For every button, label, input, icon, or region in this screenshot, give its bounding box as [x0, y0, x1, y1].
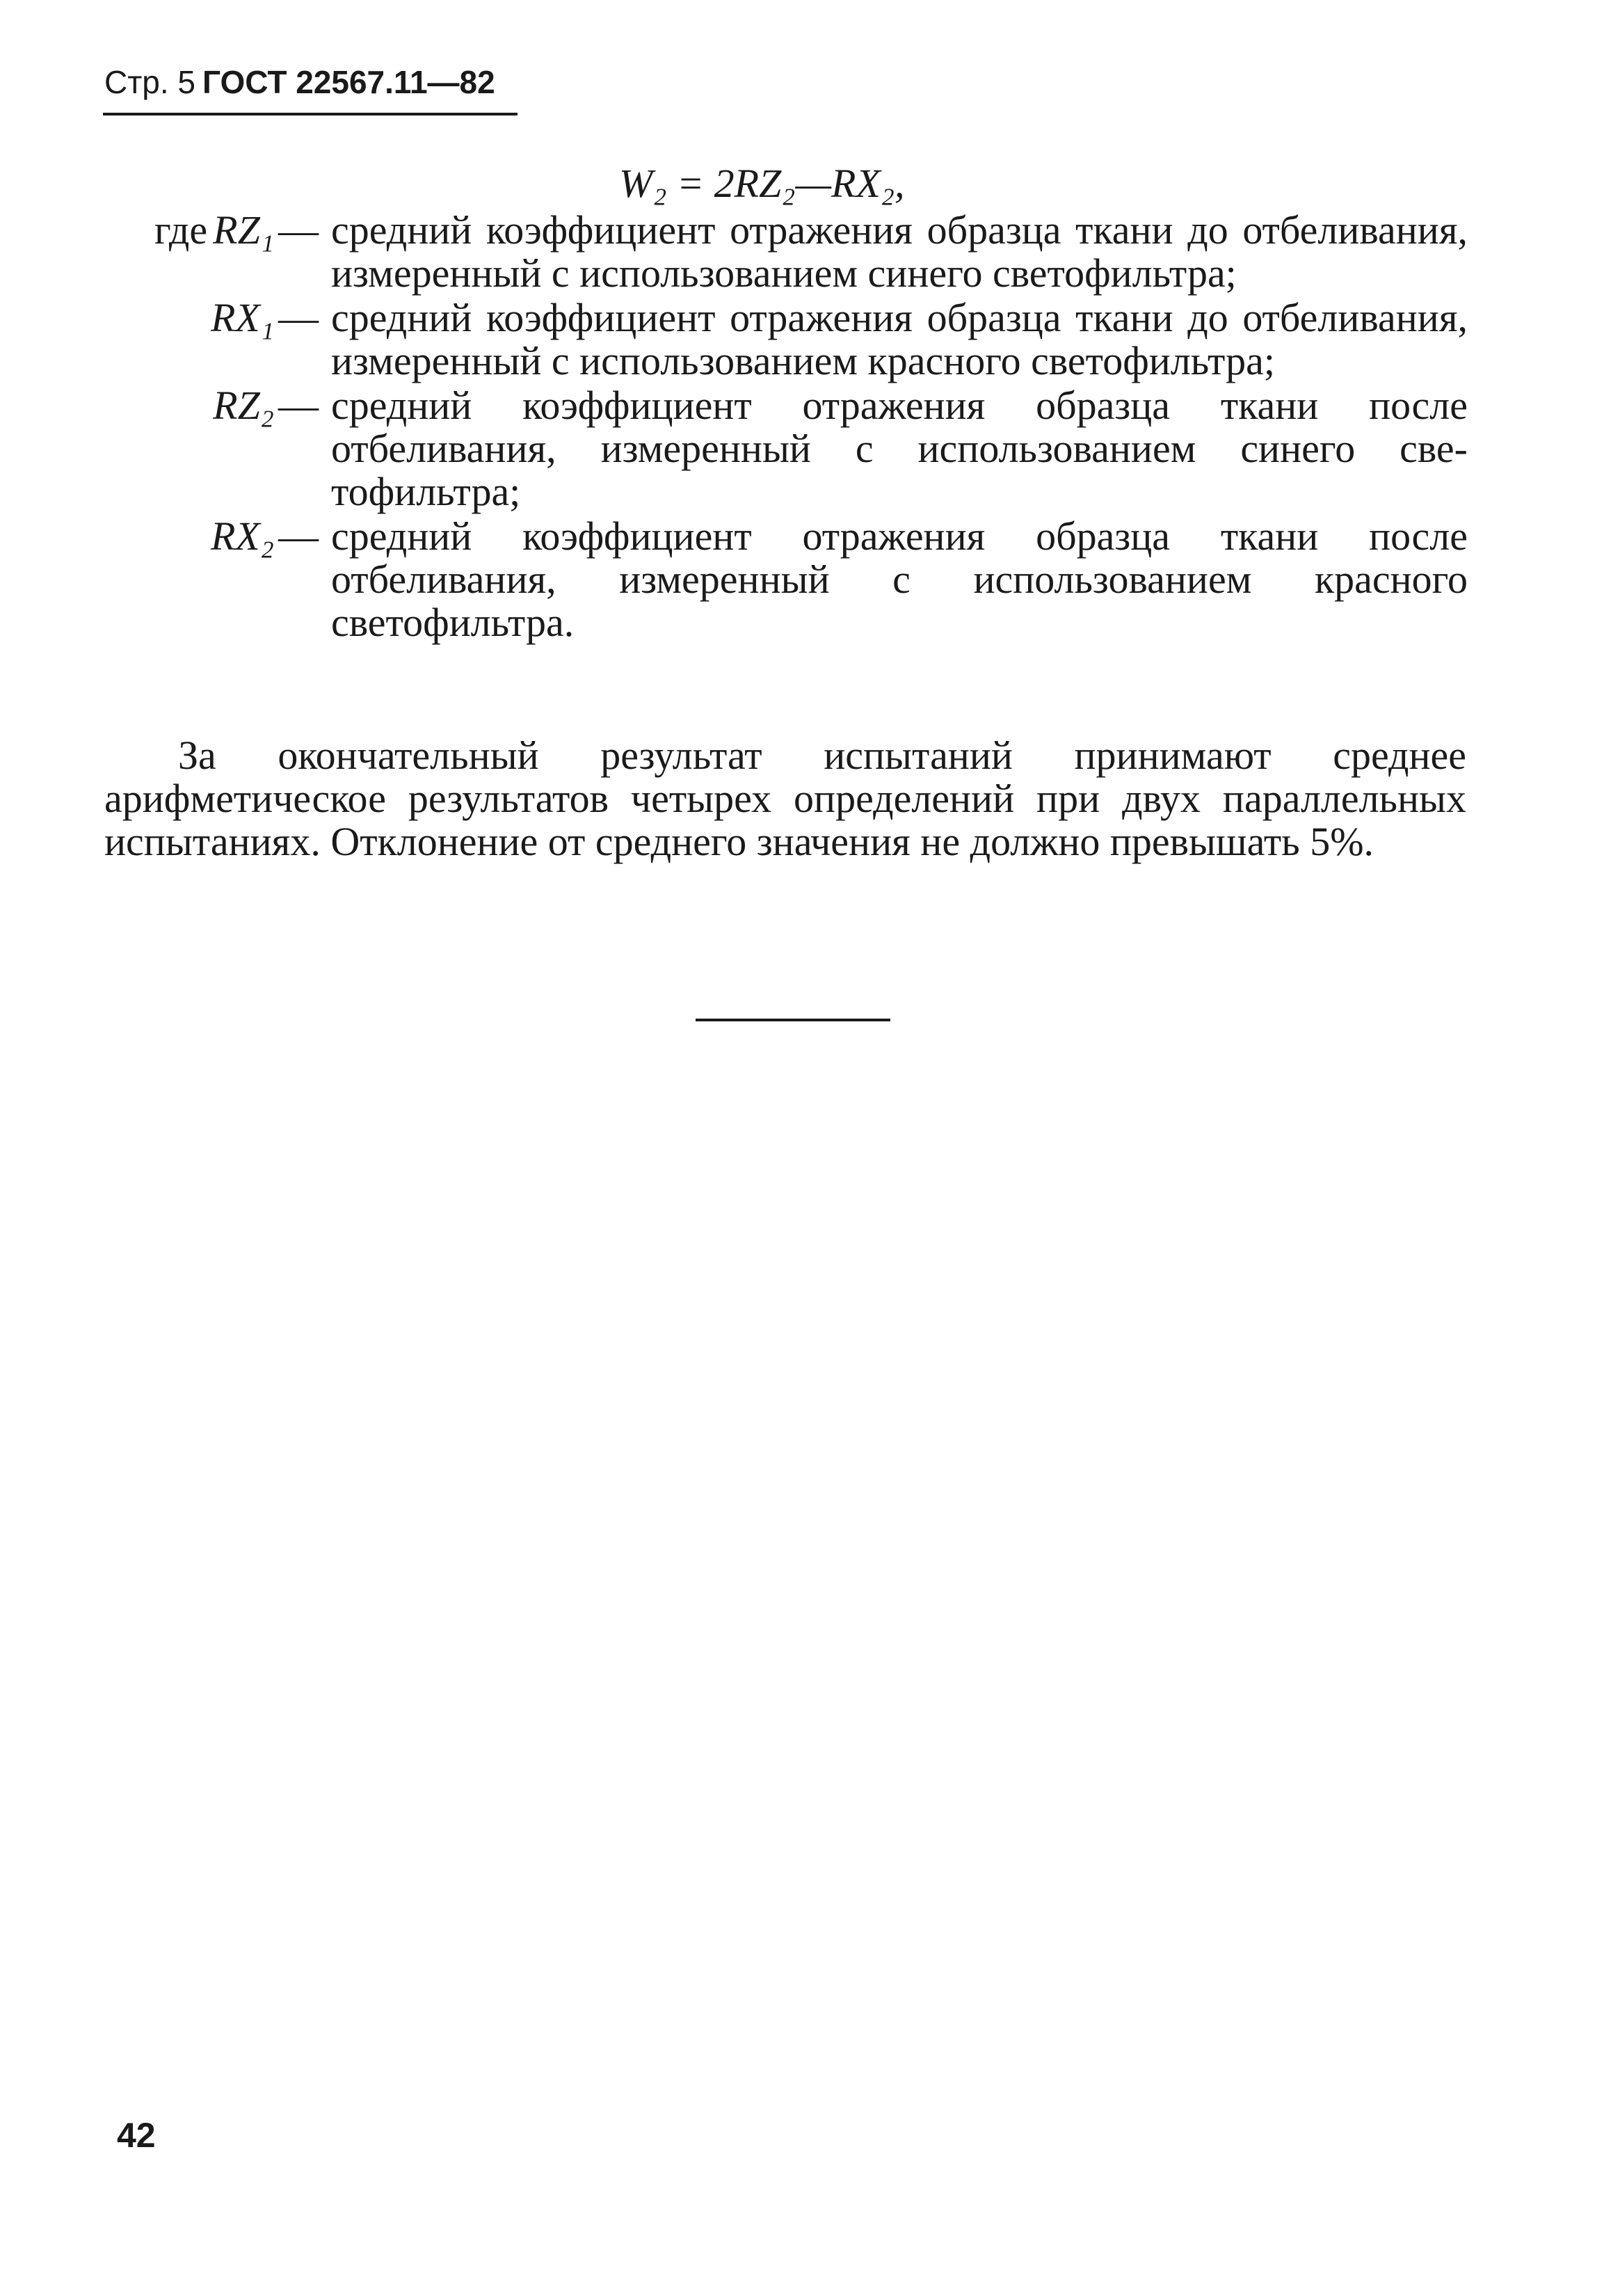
definition-rx1: [104, 296, 1468, 383]
page-number: 42: [117, 2116, 156, 2155]
standard-code: ГОСТ 22567.11—82: [202, 64, 495, 100]
definition-symbol: RZ₂: [213, 383, 274, 428]
definition-term: [104, 515, 319, 558]
definition-term: [104, 296, 319, 340]
formula-w2: W₂ = 2RZ₂—RX₂,: [619, 161, 905, 206]
definition-rz2: [104, 384, 1468, 513]
definition-term: [104, 209, 319, 252]
definition-term: [104, 384, 319, 427]
definition-dash: —: [278, 383, 319, 428]
definition-symbol: RZ₁: [213, 207, 274, 253]
header-rule: [103, 113, 518, 115]
definition-text: средний коэффициент отражения образца ткани до отбеливания, измеренный с использованием синего светофильтра;: [331, 207, 1468, 296]
definition-prefix: где: [154, 207, 208, 253]
definition-symbol: RX₂: [210, 513, 274, 559]
definition-dash: —: [278, 513, 319, 559]
end-rule: [696, 1019, 890, 1021]
definition-rx2: [104, 515, 1468, 644]
definition-symbol: RX₁: [210, 295, 274, 340]
definition-rz1: [104, 209, 1468, 295]
page-label: Стр. 5: [104, 64, 196, 100]
definitions-list: [104, 209, 1468, 646]
definition-text: средний коэффициент отражения образца ткани до отбеливания, измеренный с использованием красного светофильтра;: [331, 295, 1468, 383]
definition-text: средний коэффициент отражения образца ткани после отбеливания, измеренный с использованием красного светофильтра.: [331, 513, 1468, 645]
definition-dash: —: [278, 295, 319, 340]
page-header: [104, 61, 495, 103]
definition-dash: —: [278, 207, 319, 253]
result-paragraph: За окончательный результат испытаний принимают среднее арифметическое результатов четырех определений при двух параллельных испытаниях. Отклонение от среднего значения не должно превышать 5%.: [104, 733, 1466, 864]
definition-text: средний коэффициент отражения образца ткани после отбеливания, измеренный с использованием синего светофильтра;: [331, 383, 1468, 514]
